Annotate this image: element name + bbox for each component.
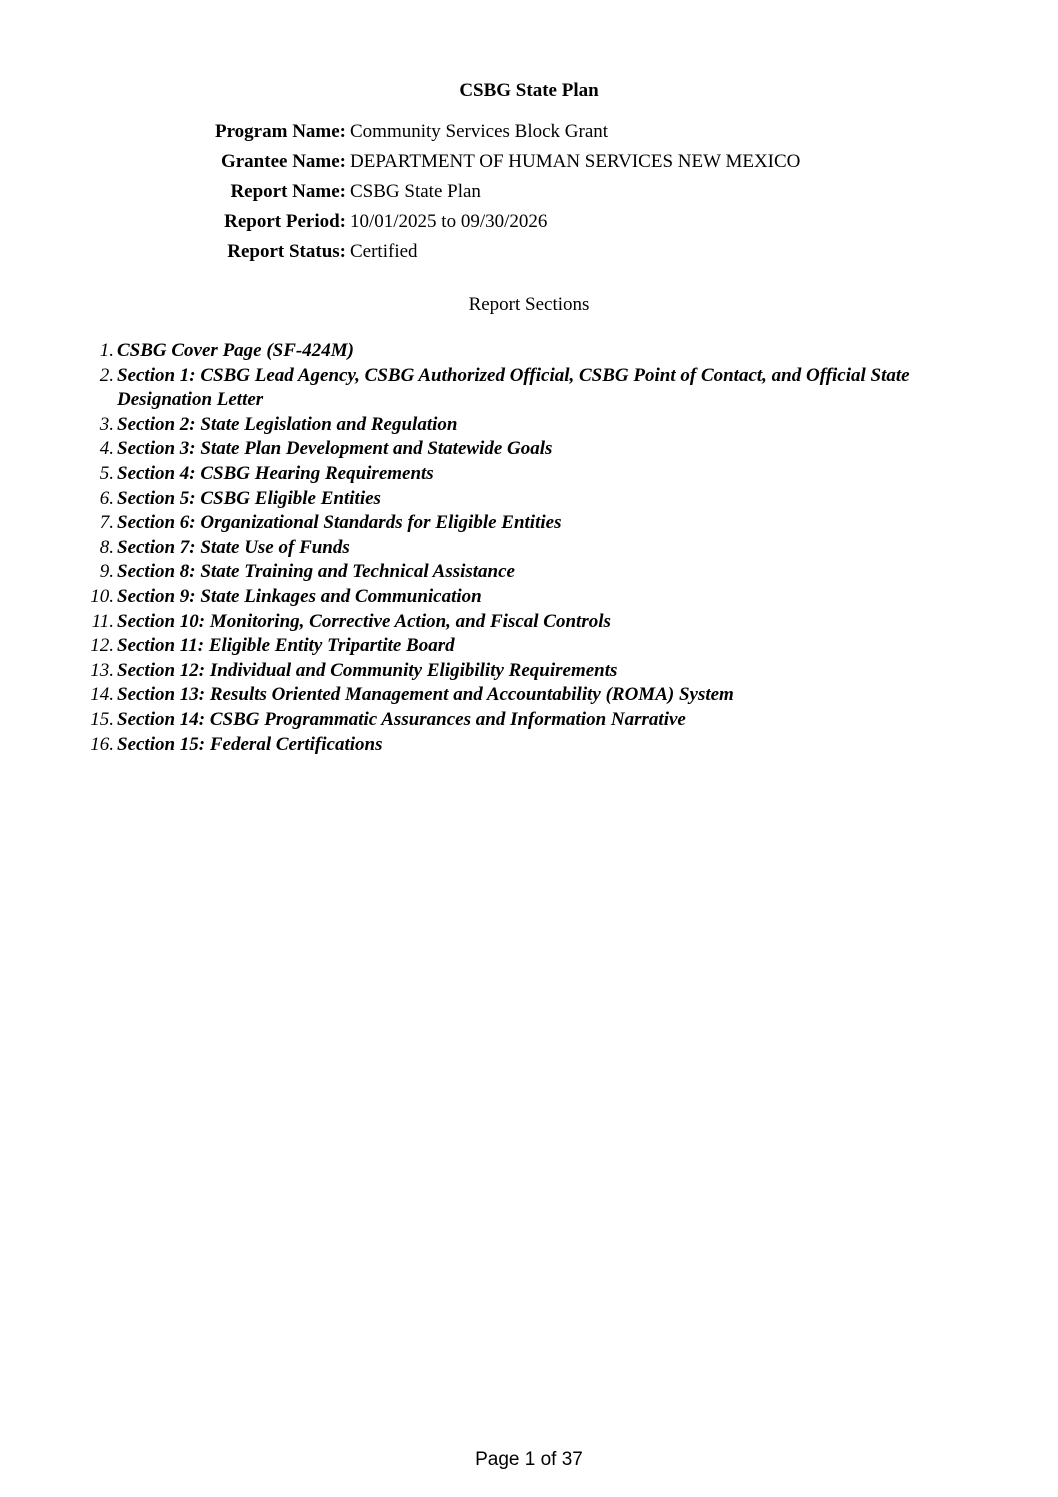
section-item[interactable] — [0, 610, 1058, 635]
section-number: 7. — [99, 512, 114, 534]
section-item[interactable] — [0, 462, 1058, 487]
meta-label: Report Name: — [230, 181, 346, 202]
section-link[interactable]: Section 12: Individual and Community Eligibility Requirements — [117, 659, 618, 681]
section-link[interactable]: Section 10: Monitoring, Corrective Action, and Fiscal Controls — [117, 610, 611, 632]
section-link[interactable]: Section 1: CSBG Lead Agency, CSBG Authorized Official, CSBG Point of Contact, and Official State Designation Letter — [117, 364, 910, 411]
section-item[interactable] — [0, 536, 1058, 561]
section-item[interactable] — [0, 339, 1058, 364]
section-item[interactable] — [0, 560, 1058, 585]
section-link[interactable]: Section 4: CSBG Hearing Requirements — [117, 462, 434, 484]
sections-heading: Report Sections — [468, 294, 590, 315]
section-number: 14. — [90, 684, 114, 706]
section-number: 5. — [99, 462, 114, 484]
section-link[interactable]: Section 9: State Linkages and Communication — [117, 585, 482, 607]
meta-value: Certified — [350, 241, 418, 262]
report-metadata — [0, 119, 1058, 269]
section-link[interactable]: Section 15: Federal Certifications — [117, 733, 383, 755]
section-link[interactable]: Section 14: CSBG Programmatic Assurances and Information Narrative — [117, 708, 686, 730]
section-link[interactable]: Section 11: Eligible Entity Tripartite Board — [117, 635, 455, 657]
meta-value: 10/01/2025 to 09/30/2026 — [350, 211, 548, 232]
section-item[interactable] — [0, 683, 1058, 708]
section-item[interactable] — [0, 585, 1058, 610]
section-link[interactable]: Section 6: Organizational Standards for Eligible Entities — [117, 512, 562, 534]
document-title: CSBG State Plan — [459, 80, 599, 101]
section-link[interactable]: Section 5: CSBG Eligible Entities — [117, 487, 381, 509]
meta-label: Report Status: — [227, 241, 346, 262]
section-number: 13. — [90, 659, 114, 681]
meta-value: DEPARTMENT OF HUMAN SERVICES NEW MEXICO — [350, 151, 801, 172]
section-number: 15. — [90, 708, 114, 730]
section-item[interactable] — [0, 708, 1058, 733]
meta-value: Community Services Block Grant — [350, 121, 609, 142]
section-link[interactable]: Section 8: State Training and Technical Assistance — [117, 561, 515, 583]
section-item[interactable] — [0, 487, 1058, 512]
section-number: 2. — [99, 364, 114, 386]
section-item[interactable] — [0, 413, 1058, 438]
section-link[interactable]: CSBG Cover Page (SF-424M) — [117, 340, 354, 361]
meta-row-report-period — [0, 209, 1058, 239]
meta-label: Grantee Name: — [220, 151, 346, 172]
section-item[interactable] — [0, 733, 1058, 758]
section-link[interactable]: Section 13: Results Oriented Management and Accountability (ROMA) System — [117, 684, 734, 706]
section-number: 1. — [99, 340, 114, 361]
meta-row-report-name — [0, 179, 1058, 209]
meta-row-report-status — [0, 239, 1058, 269]
section-number: 3. — [99, 413, 114, 435]
page-number-footer: Page 1 of 37 — [475, 1449, 583, 1470]
section-item[interactable] — [0, 634, 1058, 659]
section-number: 11. — [91, 610, 114, 632]
section-link[interactable]: Section 7: State Use of Funds — [117, 536, 350, 558]
section-item[interactable] — [0, 511, 1058, 536]
meta-row-grantee-name — [0, 149, 1058, 179]
section-list — [0, 339, 1058, 757]
section-number: 16. — [90, 733, 114, 755]
meta-row-program-name — [0, 119, 1058, 149]
section-link[interactable]: Section 2: State Legislation and Regulation — [117, 413, 458, 435]
section-number: 9. — [99, 561, 114, 583]
section-number: 4. — [99, 438, 114, 460]
section-item[interactable] — [0, 364, 1058, 413]
section-item[interactable] — [0, 659, 1058, 684]
meta-value: CSBG State Plan — [350, 181, 481, 202]
meta-label: Report Period: — [224, 211, 346, 232]
section-number: 8. — [99, 536, 114, 558]
section-link[interactable]: Section 3: State Plan Development and Statewide Goals — [117, 438, 553, 460]
section-number: 12. — [90, 635, 114, 657]
section-number: 6. — [99, 487, 114, 509]
section-number: 10. — [90, 585, 114, 607]
section-item[interactable] — [0, 437, 1058, 462]
meta-label: Program Name: — [214, 121, 346, 142]
